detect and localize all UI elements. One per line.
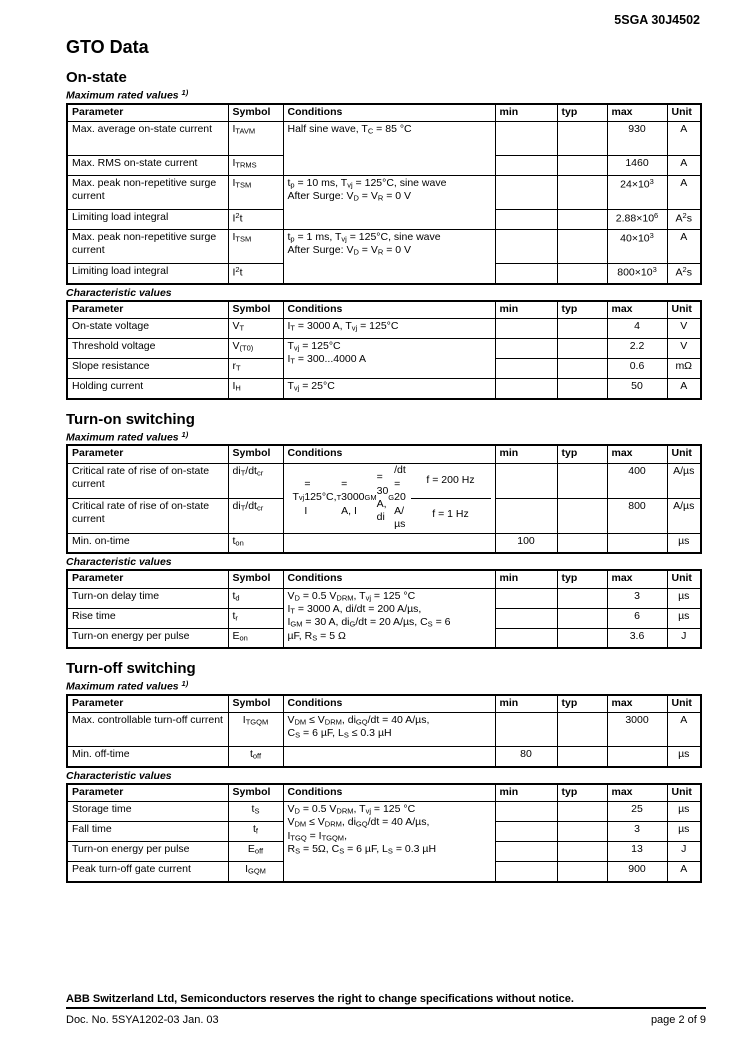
- footer-doc-number: Doc. No. 5SYA1202-03 Jan. 03: [66, 1014, 219, 1026]
- param-cell: Limiting load integral: [67, 264, 228, 284]
- max-cell: 400: [607, 463, 667, 498]
- col-header-unit: Unit: [667, 301, 701, 319]
- typ-cell: [557, 156, 607, 176]
- symbol-cell: $I_{TAVM}$: [228, 122, 283, 156]
- table-row: [67, 463, 701, 498]
- min-cell: [495, 822, 557, 842]
- table-turn-on-max-rated: [66, 444, 702, 554]
- symbol-cell: $t_{on}$: [228, 533, 283, 553]
- table-row: [67, 533, 701, 553]
- table-header-row: [67, 445, 701, 463]
- min-cell: [495, 588, 557, 608]
- page-title: GTO Data: [66, 37, 149, 57]
- unit-cell: A/µs: [667, 463, 701, 498]
- symbol-cell: $di_T/dt_{cr}$: [228, 498, 283, 533]
- unit-cell: J: [667, 842, 701, 862]
- min-cell: [495, 842, 557, 862]
- max-cell: 3: [607, 822, 667, 842]
- param-cell: Max. peak non-repetitive surge current: [67, 176, 228, 210]
- symbol-cell: $V_T$: [228, 319, 283, 339]
- table-row: [67, 339, 701, 359]
- unit-cell: A: [667, 379, 701, 399]
- typ-cell: [557, 802, 607, 822]
- typ-cell: [557, 359, 607, 379]
- col-header-typ: typ: [557, 570, 607, 588]
- section-heading-turn-on: Turn-on switching: [66, 410, 195, 428]
- min-cell: [495, 122, 557, 156]
- table-label-characteristic: Characteristic values: [66, 769, 172, 782]
- part-number: 5SGA 30J4502: [614, 13, 700, 27]
- symbol-cell: $t_{off}$: [228, 747, 283, 767]
- conditions-frequency: [411, 465, 491, 532]
- max-cell: 930: [607, 122, 667, 156]
- col-header-symbol: Symbol: [228, 301, 283, 319]
- col-header-min: min: [495, 695, 557, 713]
- table-row: [67, 379, 701, 399]
- unit-cell: A/µs: [667, 498, 701, 533]
- typ-cell: [557, 498, 607, 533]
- col-header-max: max: [607, 104, 667, 122]
- min-cell: [495, 379, 557, 399]
- table-row: [67, 176, 701, 210]
- param-cell: Max. peak non-repetitive surge current: [67, 230, 228, 264]
- unit-cell: A: [667, 156, 701, 176]
- col-header-typ: typ: [557, 784, 607, 802]
- unit-cell: µs: [667, 802, 701, 822]
- param-cell: Max. RMS on-state current: [67, 156, 228, 176]
- col-header-symbol: Symbol: [228, 104, 283, 122]
- table-label-characteristic: Characteristic values: [66, 286, 172, 299]
- unit-cell: $A^2s$: [667, 210, 701, 230]
- conditions-cell: Half sine wave, $T_C = 85$ °C: [283, 122, 495, 176]
- col-header-parameter: Parameter: [67, 784, 228, 802]
- param-cell: Limiting load integral: [67, 210, 228, 230]
- typ-cell: [557, 628, 607, 648]
- param-cell: Slope resistance: [67, 359, 228, 379]
- min-cell: [495, 319, 557, 339]
- col-header-symbol: Symbol: [228, 445, 283, 463]
- col-header-unit: Unit: [667, 784, 701, 802]
- symbol-cell: $t_S$: [228, 802, 283, 822]
- min-cell: [495, 156, 557, 176]
- symbol-cell: $t_d$: [228, 588, 283, 608]
- symbol-cell: $I_{TSM}$: [228, 230, 283, 264]
- min-cell: [495, 498, 557, 533]
- max-cell: $800\times 10^3$: [607, 264, 667, 284]
- col-header-parameter: Parameter: [67, 695, 228, 713]
- page-content: [66, 0, 700, 883]
- conditions-cell: [283, 533, 495, 553]
- conditions-cell: $T_{vj} = 125^\circ C$ $I_T = 300...4000$ A: [283, 339, 495, 379]
- table-label-max-rated: Maximum rated values $^{1)}$: [66, 88, 189, 102]
- col-header-max: max: [607, 695, 667, 713]
- typ-cell: [557, 122, 607, 156]
- max-cell: 13: [607, 842, 667, 862]
- table-turn-off-max-rated: [66, 694, 702, 768]
- max-cell: $2.88\times 10^6$: [607, 210, 667, 230]
- frequency-value: f = 200 Hz: [426, 474, 475, 487]
- col-header-min: min: [495, 784, 557, 802]
- col-header-typ: typ: [557, 301, 607, 319]
- unit-cell: µs: [667, 822, 701, 842]
- conditions-cell: [283, 463, 495, 533]
- col-header-conditions: Conditions: [283, 570, 495, 588]
- param-cell: Max. controllable turn-off current: [67, 713, 228, 747]
- unit-cell: A: [667, 230, 701, 264]
- min-cell: [495, 230, 557, 264]
- typ-cell: [557, 379, 607, 399]
- max-cell: 3000: [607, 713, 667, 747]
- max-cell: [607, 533, 667, 553]
- param-cell: Storage time: [67, 802, 228, 822]
- min-cell: [495, 608, 557, 628]
- param-cell: Peak turn-off gate current: [67, 862, 228, 882]
- table-row: [67, 319, 701, 339]
- typ-cell: [557, 588, 607, 608]
- unit-cell: V: [667, 339, 701, 359]
- col-header-conditions: Conditions: [283, 104, 495, 122]
- unit-cell: A: [667, 713, 701, 747]
- max-cell: 2.2: [607, 339, 667, 359]
- typ-cell: [557, 608, 607, 628]
- conditions-cell: [283, 747, 495, 767]
- param-cell: Critical rate of rise of on-state current: [67, 463, 228, 498]
- table-header-row: [67, 695, 701, 713]
- col-header-max: max: [607, 784, 667, 802]
- typ-cell: [557, 210, 607, 230]
- conditions-cell: $I_T = 3000$ A, $T_{vj} = 125^\circ C$: [283, 319, 495, 339]
- table-header-row: [67, 301, 701, 319]
- conditions-cell: $V_D = 0.5$ $V_{DRM}$, $T_{vj} = 125$ °C $I_T = 3000$ A, di/dt = 200 A/µs, $I_{GM} = 30$ A, $di_G/dt = 20$ A/µs, $C_S = 6$ µF, $R_S = 5$ Ω: [283, 588, 495, 648]
- col-header-symbol: Symbol: [228, 695, 283, 713]
- col-header-conditions: Conditions: [283, 445, 495, 463]
- unit-cell: A: [667, 122, 701, 156]
- max-cell: 50: [607, 379, 667, 399]
- table-header-row: [67, 104, 701, 122]
- symbol-cell: $r_T$: [228, 359, 283, 379]
- param-cell: Turn-on delay time: [67, 588, 228, 608]
- col-header-symbol: Symbol: [228, 784, 283, 802]
- table-label-max-rated: Maximum rated values $^{1)}$: [66, 429, 189, 443]
- symbol-cell: $E_{on}$: [228, 628, 283, 648]
- max-cell: $40\times 10^3$: [607, 230, 667, 264]
- max-cell: 1460: [607, 156, 667, 176]
- min-cell: 100: [495, 533, 557, 553]
- table-row: [67, 713, 701, 747]
- footer-page-number: page 2 of 9: [650, 1014, 706, 1026]
- typ-cell: [557, 822, 607, 842]
- param-cell: Fall time: [67, 822, 228, 842]
- max-cell: $24\times 10^3$: [607, 176, 667, 210]
- typ-cell: [557, 842, 607, 862]
- frequency-value: f = 1 Hz: [411, 498, 491, 532]
- param-cell: Turn-on energy per pulse: [67, 842, 228, 862]
- typ-cell: [557, 230, 607, 264]
- col-header-unit: Unit: [667, 104, 701, 122]
- symbol-cell: $I^2t$: [228, 210, 283, 230]
- unit-cell: µs: [667, 588, 701, 608]
- conditions-cell: $t_p = 1$ ms, $T_{vj} = 125^\circ C$, sine wave After Surge: $V_D = V_R = 0$ V: [283, 230, 495, 284]
- unit-cell: A: [667, 176, 701, 210]
- symbol-cell: $I_{TGQM}$: [228, 713, 283, 747]
- max-cell: 900: [607, 862, 667, 882]
- symbol-cell: $t_f$: [228, 822, 283, 842]
- max-cell: 6: [607, 608, 667, 628]
- symbol-cell: $I_{TSM}$: [228, 176, 283, 210]
- max-cell: 3.6: [607, 628, 667, 648]
- table-label-max-rated: Maximum rated values $^{1)}$: [66, 679, 189, 693]
- param-cell: Critical rate of rise of on-state current: [67, 498, 228, 533]
- col-header-min: min: [495, 445, 557, 463]
- col-header-max: max: [607, 570, 667, 588]
- table-header-row: [67, 784, 701, 802]
- min-cell: 80: [495, 747, 557, 767]
- col-header-max: max: [607, 445, 667, 463]
- unit-cell: V: [667, 319, 701, 339]
- table-row: [67, 588, 701, 608]
- typ-cell: [557, 319, 607, 339]
- unit-cell: µs: [667, 747, 701, 767]
- col-header-unit: Unit: [667, 445, 701, 463]
- typ-cell: [557, 264, 607, 284]
- max-cell: 800: [607, 498, 667, 533]
- min-cell: [495, 802, 557, 822]
- symbol-cell: $I^2t$: [228, 264, 283, 284]
- symbol-cell: $V_{(T0)}$: [228, 339, 283, 359]
- min-cell: [495, 264, 557, 284]
- col-header-typ: typ: [557, 445, 607, 463]
- table-row: [67, 802, 701, 822]
- unit-cell: A: [667, 862, 701, 882]
- param-cell: On-state voltage: [67, 319, 228, 339]
- col-header-typ: typ: [557, 695, 607, 713]
- conditions-cell: $T_{vj} = 25^\circ C$: [283, 379, 495, 399]
- table-turn-off-characteristic: [66, 783, 702, 883]
- unit-cell: µs: [667, 533, 701, 553]
- symbol-cell: $I_H$: [228, 379, 283, 399]
- table-row: [67, 230, 701, 264]
- typ-cell: [557, 339, 607, 359]
- footer-doc-row: [66, 1009, 706, 1026]
- col-header-parameter: Parameter: [67, 104, 228, 122]
- typ-cell: [557, 176, 607, 210]
- symbol-cell: $E_{off}$: [228, 842, 283, 862]
- min-cell: [495, 862, 557, 882]
- min-cell: [495, 339, 557, 359]
- max-cell: 0.6: [607, 359, 667, 379]
- table-row: [67, 122, 701, 156]
- table-row: [67, 747, 701, 767]
- param-cell: Min. on-time: [67, 533, 228, 553]
- max-cell: 25: [607, 802, 667, 822]
- min-cell: [495, 463, 557, 498]
- col-header-conditions: Conditions: [283, 695, 495, 713]
- table-on-state-max-rated: [66, 103, 702, 285]
- unit-cell: J: [667, 628, 701, 648]
- typ-cell: [557, 533, 607, 553]
- col-header-min: min: [495, 104, 557, 122]
- max-cell: 4: [607, 319, 667, 339]
- min-cell: [495, 359, 557, 379]
- table-turn-on-characteristic: [66, 569, 702, 649]
- conditions-split: [288, 465, 491, 532]
- page-footer: [66, 993, 706, 1026]
- col-header-max: max: [607, 301, 667, 319]
- col-header-parameter: Parameter: [67, 570, 228, 588]
- footer-notice: ABB Switzerland Ltd, Semiconductors reserves the right to change specifications without notice.: [66, 993, 706, 1009]
- min-cell: [495, 176, 557, 210]
- param-cell: Turn-on energy per pulse: [67, 628, 228, 648]
- symbol-cell: $t_r$: [228, 608, 283, 628]
- col-header-parameter: Parameter: [67, 445, 228, 463]
- param-cell: Rise time: [67, 608, 228, 628]
- param-cell: Threshold voltage: [67, 339, 228, 359]
- table-header-row: [67, 570, 701, 588]
- col-header-symbol: Symbol: [228, 570, 283, 588]
- param-cell: Holding current: [67, 379, 228, 399]
- param-cell: Max. average on-state current: [67, 122, 228, 156]
- conditions-cell: $t_p = 10$ ms, $T_{vj} = 125^\circ C$, sine wave After Surge: $V_D = V_R = 0$ V: [283, 176, 495, 230]
- col-header-parameter: Parameter: [67, 301, 228, 319]
- table-label-characteristic: Characteristic values: [66, 556, 172, 568]
- max-cell: 3: [607, 588, 667, 608]
- typ-cell: [557, 463, 607, 498]
- col-header-conditions: Conditions: [283, 784, 495, 802]
- typ-cell: [557, 747, 607, 767]
- symbol-cell: $I_{TRMS}$: [228, 156, 283, 176]
- min-cell: [495, 713, 557, 747]
- col-header-unit: Unit: [667, 570, 701, 588]
- param-cell: Min. off-time: [67, 747, 228, 767]
- col-header-min: min: [495, 301, 557, 319]
- unit-cell: $A^2s$: [667, 264, 701, 284]
- col-header-min: min: [495, 570, 557, 588]
- unit-cell: mΩ: [667, 359, 701, 379]
- conditions-main: T vj = 125°C, I T = 3000 A, I GM = 30 A, di G /dt = 20 A/µs: [292, 464, 406, 531]
- min-cell: [495, 210, 557, 230]
- typ-cell: [557, 862, 607, 882]
- section-heading-turn-off: Turn-off switching: [66, 660, 196, 677]
- typ-cell: [557, 713, 607, 747]
- table-on-state-characteristic: [66, 300, 702, 400]
- symbol-cell: $di_T/dt_{cr}$: [228, 463, 283, 498]
- section-heading-on-state: On-state: [66, 69, 127, 86]
- col-header-typ: typ: [557, 104, 607, 122]
- col-header-unit: Unit: [667, 695, 701, 713]
- max-cell: [607, 747, 667, 767]
- min-cell: [495, 628, 557, 648]
- unit-cell: µs: [667, 608, 701, 628]
- conditions-cell: $V_{DM} \le V_{DRM}$, $di_{GQ}/dt = 40$ A/µs, $C_S = 6$ µF, $L_S \le 0.3$ µH: [283, 713, 495, 747]
- conditions-cell: $V_D = 0.5$ $V_{DRM}$, $T_{vj} = 125$ °C $V_{DM} \le V_{DRM}$, $di_{GQ}/dt = 40$ A/µs, $I_{TGQ} = I_{TGQM}$, $R_S = 5\Omega$, $C_S = 6$ µF, $L_S = 0.3$ µH: [283, 802, 495, 882]
- symbol-cell: $I_{GQM}$: [228, 862, 283, 882]
- col-header-conditions: Conditions: [283, 301, 495, 319]
